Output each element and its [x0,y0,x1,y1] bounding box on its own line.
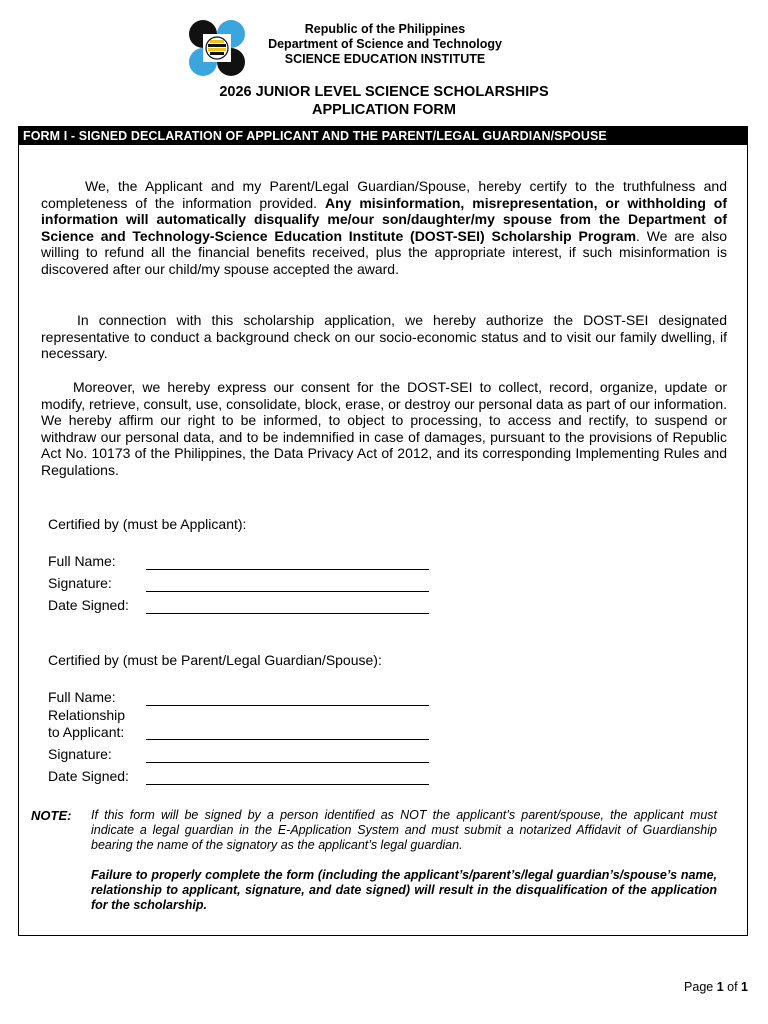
guardian-signature-field[interactable] [146,762,429,763]
guardian-signature-label: Signature: [48,746,112,762]
document-subtitle: APPLICATION FORM [312,102,456,118]
note-text-guardian: If this form will be signed by a person identified as NOT the applicant’s parent/spouse, the applicant must indicate a legal guardian in the E-Application System and must submit a notarized Affidavit of Guardianship bearing the name of the signatory as the applicant’s legal guardian. [91,808,717,852]
guardian-full-name-field[interactable] [146,705,429,706]
header-department: Department of Science and Technology [268,37,502,51]
guardian-full-name-label: Full Name: [48,689,116,705]
page-mid: of [723,980,742,994]
header-institute: SCIENCE EDUCATION INSTITUTE [284,52,486,66]
declaration-paragraph-1 [41,178,727,277]
agency-header [240,22,530,67]
page-number [684,980,748,994]
declaration-p2: In connection with this scholarship application, we hereby authorize the DOST-SEI designated representative to conduct a background check on our socio-economic status and to visit our family dwelling, if necessary. [41,312,727,361]
page-total: 1 [741,980,748,994]
guardian-date-signed-label: Date Signed: [48,768,129,784]
guardian-date-signed-field[interactable] [146,784,429,785]
note-label: NOTE: [31,808,72,823]
declaration-p1-start: We, the Applicant and my Parent/Legal Guardian/Spouse, hereby certify to the truthfulness and completeness of the information provided. [41,178,727,211]
document-title: 2026 JUNIOR LEVEL SCIENCE SCHOLARSHIPS [219,84,549,100]
applicant-date-signed-field[interactable] [146,613,429,614]
applicant-full-name-label: Full Name: [48,553,116,569]
guardian-relationship-label-2: to Applicant: [48,724,125,740]
page-prefix: Page [684,980,717,994]
applicant-date-signed-label: Date Signed: [48,597,129,613]
applicant-certified-heading: Certified by (must be Applicant): [48,516,247,532]
form-heading: FORM I - SIGNED DECLARATION OF APPLICANT AND THE PARENT/LEGAL GUARDIAN/SPOUSE [19,127,747,145]
page-current: 1 [716,980,724,994]
applicant-signature-label: Signature: [48,575,112,591]
dost-logo-icon [188,19,246,77]
declaration-p3: Moreover, we hereby express our consent for the DOST-SEI to collect, record, organize, update or modify, retrieve, consult, use, consolidate, block, erase, or destroy our personal data as part of our information. We hereby affirm our right to be informed, to object to processing, to access and rectify, to suspend or withdraw our personal data, and to be indemnified in case of damages, pursuant to the provisions of Republic Act No. 10173 of the Philippines, the Data Privacy Act of 2012, and its corresponding Implementing Rules and Regulations. [41,379,727,478]
header-republic: Republic of the Philippines [304,22,466,36]
form-frame [18,126,748,936]
note-text-disqualification: Failure to properly complete the form (including the applicant’s/parent’s/legal guardian’s/spouse’s name, relationship to applicant, signature, and date signed) will result in the disqualification of the application for the scholarship. [91,868,717,912]
declaration-paragraph-2 [41,312,727,362]
applicant-signature-field[interactable] [146,591,429,592]
guardian-relationship-label-1: Relationship [48,707,126,723]
declaration-p1-bold: Any misinformation, misrepresentation, or withholding of information will automatically disqualify me/our son/daughter/my spouse from the Department of Science and Technology-Science Education Institute (DOST-SEI) Scholarship Program [41,194,727,244]
guardian-relationship-field[interactable] [146,739,429,740]
guardian-certified-heading: Certified by (must be Parent/Legal Guardian/Spouse): [48,652,382,668]
declaration-paragraph-3 [41,379,727,478]
applicant-full-name-field[interactable] [146,569,429,570]
declaration-p1-end: . We are also willing to refund all the financial benefits received, plus the appropriate interest, if such misinformation is discovered after our child/my spouse accepted the award. [41,227,727,277]
